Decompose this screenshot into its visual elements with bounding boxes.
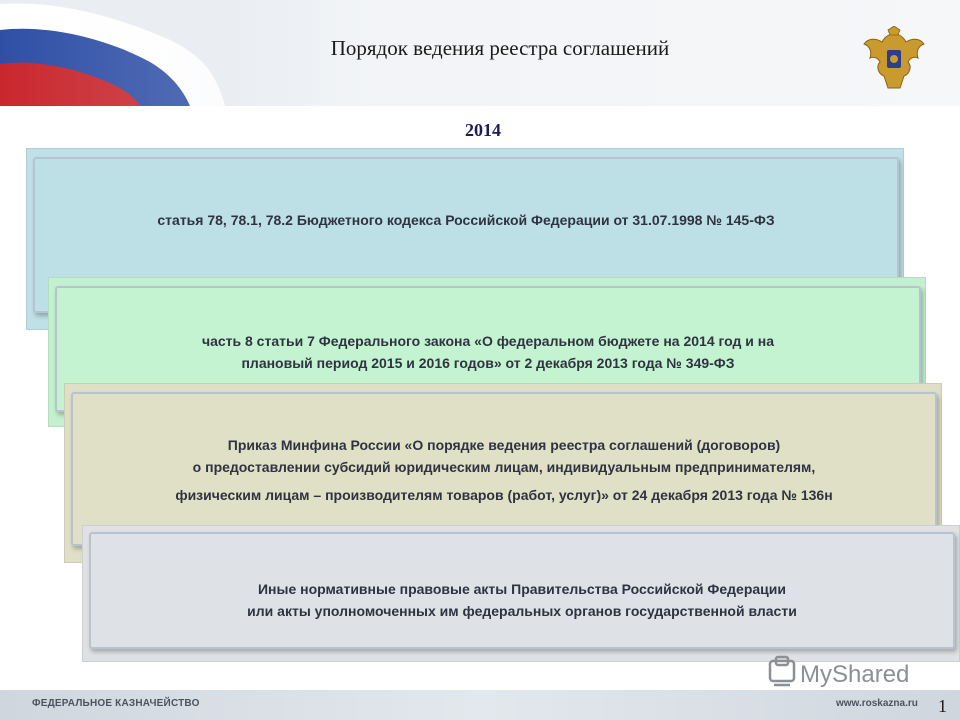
legal-source-text-line: или акты уполномоченных им федеральных органов государственной власти [247, 603, 797, 619]
legal-source-text-line: Приказ Минфина России «О порядке ведения реестра соглашений (договоров) [227, 437, 781, 453]
legal-source-text-line: физическим лицам – производителям товаров (работ, услуг)» от 24 декабря 2013 года № 136н [175, 487, 833, 503]
double-headed-eagle-emblem-icon [862, 26, 926, 94]
legal-source-card [71, 392, 937, 546]
legal-source-box-other-acts [82, 525, 960, 662]
legal-source-text: статья 78, 78.1, 78.2 Бюджетного кодекса Российской Федерации от 31.07.1998 № 145-ФЗ [157, 212, 775, 228]
watermark-text: MyShared [800, 661, 910, 688]
year-label: 2014 [465, 120, 501, 140]
legal-source-card [89, 532, 955, 649]
slide-number: 1 [938, 696, 947, 716]
slide-header [0, 0, 960, 106]
footer-website-link[interactable]: www.roskazna.ru [836, 698, 918, 709]
footer-organization: ФЕДЕРАЛЬНОЕ КАЗНАЧЕЙСТВО [32, 698, 200, 709]
legal-source-text-line: о предоставлении субсидий юридическим лицам, индивидуальным предпринимателям, [192, 459, 816, 475]
legal-source-text-line: Иные нормативные правовые акты Правительства Российской Федерации [257, 581, 786, 597]
slide-title: Порядок ведения реестра соглашений [330, 36, 670, 60]
myshared-watermark-logo [768, 655, 928, 693]
legal-source-text-line: часть 8 статьи 7 Федерального закона «О федеральном бюджете на 2014 год и на [201, 333, 775, 349]
slide-footer [0, 690, 960, 720]
legal-source-text-line: плановый период 2015 и 2016 годов» от 2 декабря 2013 года № 349-ФЗ [241, 355, 735, 371]
